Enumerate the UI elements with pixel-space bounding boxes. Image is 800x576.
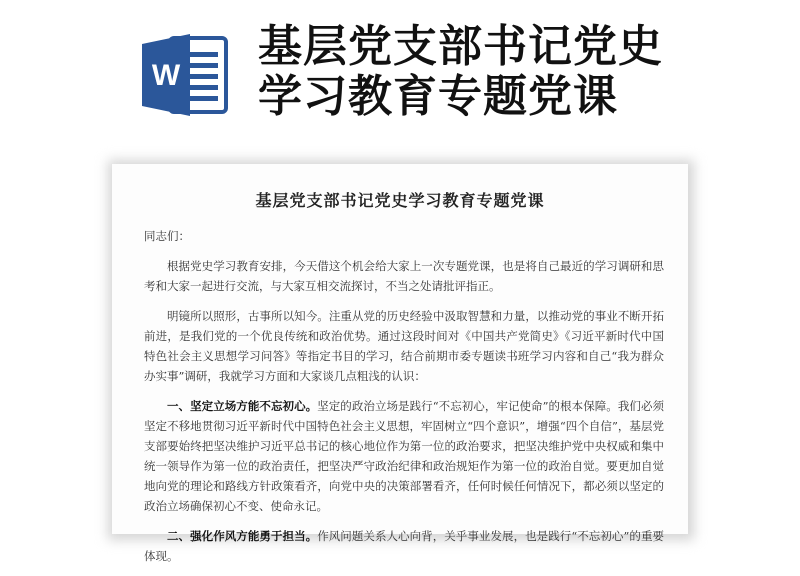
paragraph-1	[144, 256, 664, 296]
paragraph-heading: 二、强化作风方能勇于担当。	[167, 529, 318, 543]
word-icon	[140, 30, 230, 120]
document-title: 基层党支部书记党史学习教育专题党课	[255, 191, 545, 210]
document-page	[112, 164, 688, 563]
page-title	[258, 22, 663, 122]
paragraph-text: 作风问题关系人心向背，关乎事业发展，也是践行“不忘初心”的重要体现。	[144, 529, 665, 563]
paragraph-heading: 一、坚定立场方能不忘初心。	[167, 399, 318, 413]
salutation: 同志们：	[144, 229, 190, 243]
paragraph-4	[144, 526, 664, 566]
document-body	[144, 226, 664, 576]
title-line-1: 基层党支部书记党史	[258, 21, 663, 72]
header-banner	[0, 0, 800, 150]
word-icon-letter: W	[151, 59, 181, 92]
paragraph-text: 坚定的政治立场是践行“不忘初心，牢记使命”的根本保障。我们必须坚定不移地贯彻习近平新时代中国特色社会主义思想，牢固树立“四个意识”，增强“四个自信”，基层党支部要始终把坚决维护习近平总书记的核心地位作为第一位的政治要求，把坚决维护党中央权威和集中统一领导作为第一位的政治责任，把坚决严守政治纪律和政治规矩作为第一位的政治自觉。要更加自觉地向党的理论和路线方针政策看齐，向党中央的决策部署看齐，任何时候任何情况下，都必须以坚定的政治立场确保初心不变、使命永记。	[144, 399, 665, 513]
title-line-2: 学习教育专题党课	[258, 71, 618, 122]
paragraph-text: 根据党史学习教育安排，今天借这个机会给大家上一次专题党课，也是将自己最近的学习调研和思考和大家一起进行交流，与大家互相交流探讨，不当之处请批评指正。	[144, 259, 664, 293]
paragraph-3	[144, 396, 664, 516]
paragraph-text: 明镜所以照形，古事所以知今。注重从党的历史经验中汲取智慧和力量，以推动党的事业不断开拓前进，是我们党的一个优良传统和政治优势。通过这段时间对《中国共产党简史》《习近平新时代中国特色社会主义思想学习问答》等指定书目的学习，结合前期市委专题读书班学习内容和自己“我为群众办实事”调研，我就学习方面和大家谈几点粗浅的认识：	[144, 309, 664, 383]
paragraph-2	[144, 306, 664, 386]
